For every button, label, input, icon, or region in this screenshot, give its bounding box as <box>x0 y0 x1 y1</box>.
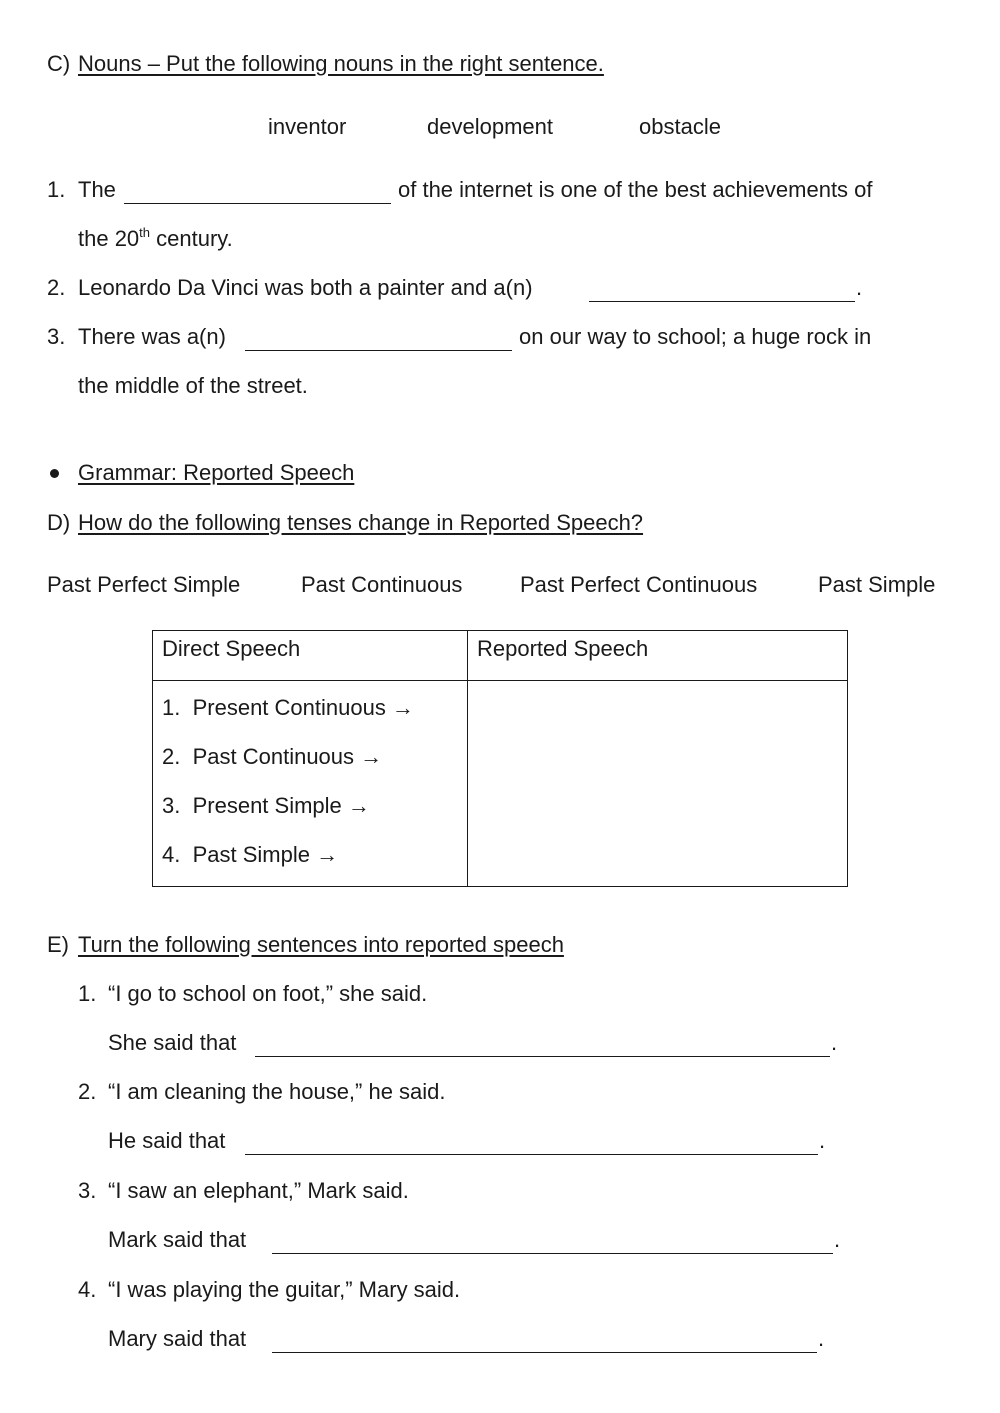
question-number: 4. <box>78 1277 97 1302</box>
answer-blank[interactable] <box>255 1038 830 1057</box>
header-direct-speech: Direct Speech <box>153 631 468 681</box>
table-body-row <box>153 681 848 887</box>
answer-blank[interactable] <box>272 1235 833 1254</box>
word-bank-item: inventor <box>268 114 347 139</box>
question-number: 2. <box>47 275 66 300</box>
tense-table <box>152 630 848 887</box>
tense-item: 1. Present Continuous → <box>162 695 414 720</box>
section-d-label: D) <box>47 510 71 535</box>
sentence-end: . <box>818 1326 825 1351</box>
question-number: 3. <box>78 1178 97 1203</box>
question-number: 3. <box>47 324 66 349</box>
section-d-heading: How do the following tenses change in Reported Speech? <box>78 510 644 535</box>
sentence-end: . <box>834 1227 841 1252</box>
word-bank-item: Past Perfect Continuous <box>520 572 758 597</box>
quote-sentence: “I go to school on foot,” she said. <box>108 981 428 1006</box>
question-text: There was a(n) <box>78 324 226 349</box>
word-bank-item: development <box>427 114 553 139</box>
question-text: Leonardo Da Vinci was both a painter and a(n) <box>78 275 533 300</box>
section-e-heading: Turn the following sentences into reported speech <box>78 932 564 957</box>
question-text-continued: the 20th century. <box>78 224 233 251</box>
grammar-heading: Grammar: Reported Speech <box>78 460 355 485</box>
reported-prompt: Mark said that <box>108 1227 247 1252</box>
question-number: 1. <box>47 177 66 202</box>
tense-item: 2. Past Continuous → <box>162 744 383 769</box>
section-c-heading: Nouns – Put the following nouns in the right sentence. <box>78 51 604 76</box>
answer-blank[interactable] <box>245 332 512 351</box>
direct-speech-cell <box>153 681 468 887</box>
quote-sentence: “I saw an elephant,” Mark said. <box>108 1178 409 1203</box>
word-bank-item: Past Continuous <box>301 572 463 597</box>
question-text: of the internet is one of the best achievements of <box>398 177 873 202</box>
question-text: on our way to school; a huge rock in <box>519 324 872 349</box>
question-number: 1. <box>78 981 97 1006</box>
table-header-row <box>153 631 848 681</box>
sentence-end: . <box>831 1030 838 1055</box>
answer-blank[interactable] <box>272 1334 817 1353</box>
reported-prompt: He said that <box>108 1128 226 1153</box>
answer-blank[interactable] <box>589 283 855 302</box>
quote-sentence: “I was playing the guitar,” Mary said. <box>108 1277 461 1302</box>
question-text-continued: the middle of the street. <box>78 373 308 398</box>
sentence-end: . <box>819 1128 826 1153</box>
question-text: The <box>78 177 116 202</box>
section-c-label: C) <box>47 51 71 76</box>
reported-prompt: Mary said that <box>108 1326 247 1351</box>
tense-item: 3. Present Simple → <box>162 793 370 818</box>
tense-item: 4. Past Simple → <box>162 842 339 867</box>
word-bank-item: Past Simple <box>818 572 936 597</box>
question-number: 2. <box>78 1079 97 1104</box>
section-e-label: E) <box>47 932 69 957</box>
bullet-icon <box>50 469 59 478</box>
answer-blank[interactable] <box>245 1136 818 1155</box>
question-text: . <box>856 275 863 300</box>
reported-speech-answer-cell[interactable] <box>468 681 848 887</box>
reported-prompt: She said that <box>108 1030 237 1055</box>
word-bank-item: obstacle <box>639 114 721 139</box>
word-bank-item: Past Perfect Simple <box>47 572 241 597</box>
header-reported-speech: Reported Speech <box>468 631 848 681</box>
quote-sentence: “I am cleaning the house,” he said. <box>108 1079 446 1104</box>
answer-blank[interactable] <box>124 185 391 204</box>
